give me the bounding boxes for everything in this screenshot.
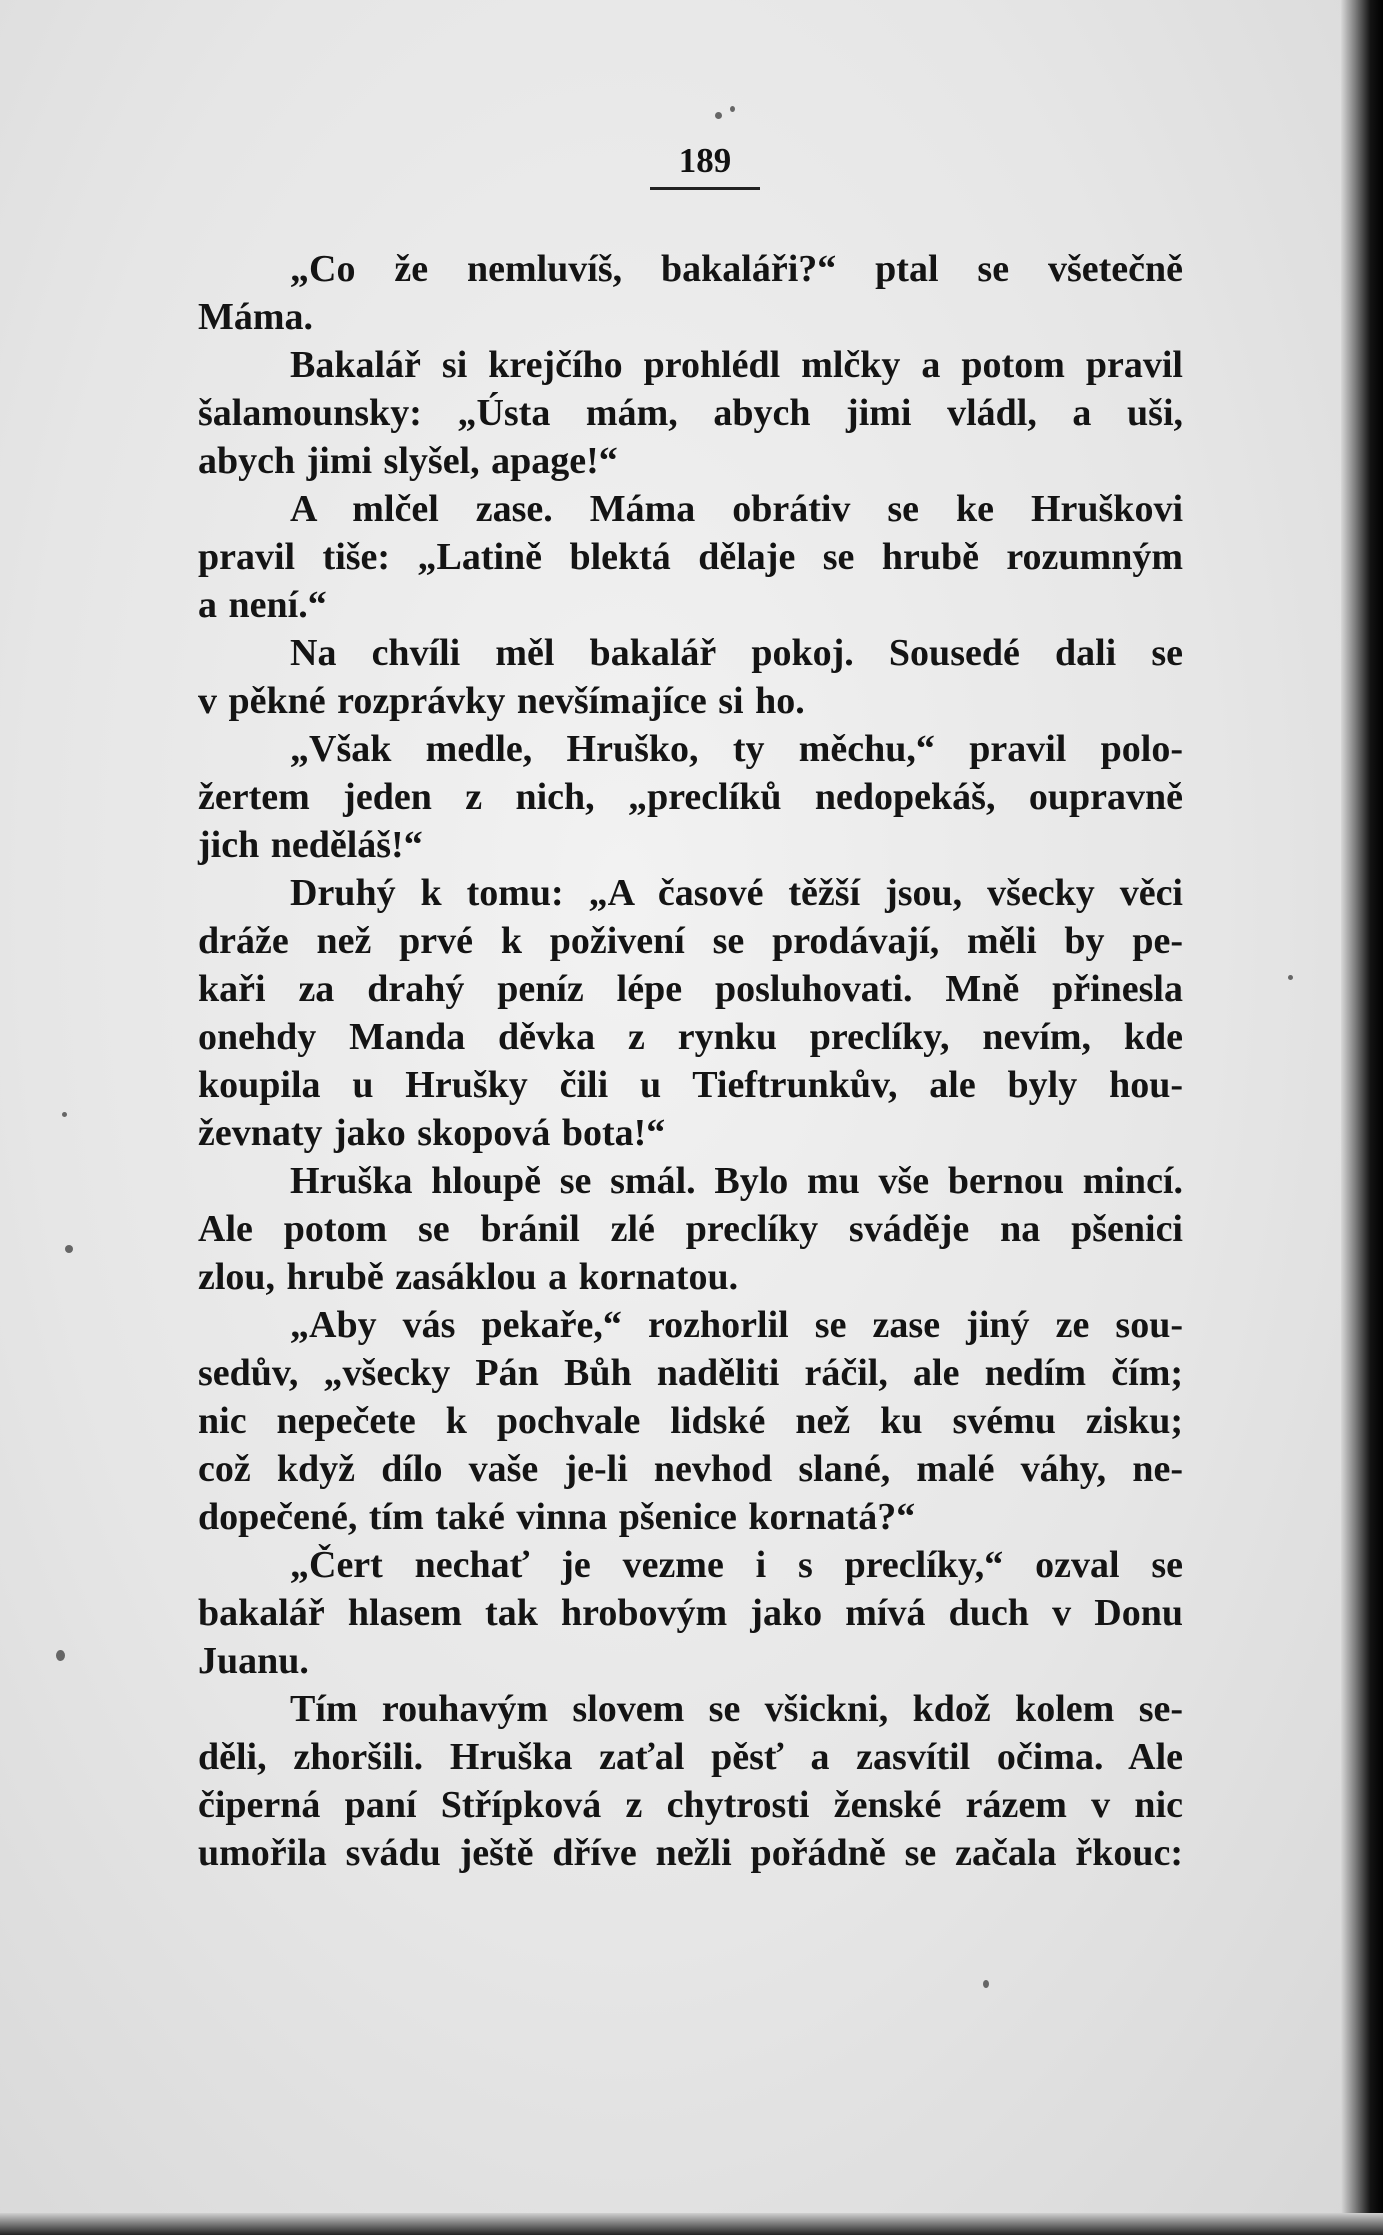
text-line: v pěkné rozprávky nevšímajíce si ho. [198,680,805,722]
text-line: koupila u Hrušky čili u Tieftrunkův, ale byly hou- [198,1064,1183,1106]
text-line: umořila svádu ještě dříve nežli pořádně se začala řkouc: [198,1832,1183,1874]
page-number-rule [650,187,760,190]
text-line: Tím rouhavým slovem se všickni, kdož kolem se- [290,1688,1183,1730]
text-line: sedův, „všecky Pán Bůh naděliti ráčil, ale nedím čím; [198,1352,1183,1394]
text-line: šalamounsky: „Ústa mám, abych jimi vládl, a uši, [198,392,1183,434]
ink-speck [56,1650,65,1661]
text-line: Ale potom se bránil zlé preclíky sváděje na pšenici [198,1208,1183,1250]
text-line: kaři za drahý peníz lépe posluhovati. Mně přinesla [198,968,1183,1010]
ink-speck [1288,975,1293,980]
page-number: 189 [678,141,732,180]
text-line: čiperná paní Střípková z chytrosti ženské rázem v nic [198,1784,1183,1826]
text-line: děli, zhoršili. Hruška zaťal pěsť a zasvítil očima. Ale [198,1736,1183,1778]
text-line: „Co že nemluvíš, bakaláři?“ ptal se všetečně [290,248,1183,290]
text-line: jich neděláš!“ [198,824,423,866]
body-text [198,245,1183,1877]
text-line: Druhý k tomu: „A časové těžší jsou, všecky věci [290,872,1183,914]
text-line: pravil tiše: „Latině blektá dělaje se hrubě rozumným [198,536,1183,578]
ink-speck [730,106,735,112]
scan-right-edge-shadow [1341,0,1383,2235]
text-line: bakalář hlasem tak hrobovým jako mívá duch v Donu [198,1592,1183,1634]
text-line: onehdy Manda děvka z rynku preclíky, nevím, kde [198,1016,1183,1058]
text-line: dopečené, tím také vinna pšenice kornatá?“ [198,1496,916,1538]
text-line: ževnaty jako skopová bota!“ [198,1112,666,1154]
text-line: A mlčel zase. Máma obrátiv se ke Hruškovi [290,488,1183,530]
text-line: „Čert nechať je vezme i s preclíky,“ ozval se [290,1544,1183,1586]
text-line: „Aby vás pekaře,“ rozhorlil se zase jiný ze sou- [290,1304,1183,1346]
ink-speck [62,1112,67,1117]
text-line: což když dílo vaše je-li nevhod slané, malé váhy, ne- [198,1448,1183,1490]
text-line: „Však medle, Hruško, ty měchu,“ pravil polo- [290,728,1183,770]
text-line: Bakalář si krejčího prohlédl mlčky a potom pravil [290,344,1183,386]
ink-speck [65,1245,73,1253]
text-line: nic nepečete k pochvale lidské než ku svému zisku; [198,1400,1183,1442]
text-line: zlou, hrubě zasáklou a kornatou. [198,1256,739,1298]
scan-bottom-edge-shadow [0,2213,1383,2235]
text-line: žertem jeden z nich, „preclíků nedopekáš, oupravně [198,776,1183,818]
text-line: dráže než prvé k poživení se prodávají, měli by pe- [198,920,1183,962]
text-line: Hruška hloupě se smál. Bylo mu vše bernou mincí. [290,1160,1183,1202]
text-line: Na chvíli měl bakalář pokoj. Sousedé dali se [290,632,1183,674]
text-line: abych jimi slyšel, apage!“ [198,440,618,482]
text-line: Juanu. [198,1640,309,1682]
ink-speck [983,1980,989,1988]
text-line: a není.“ [198,584,327,626]
text-line: Máma. [198,296,314,338]
ink-speck [715,112,722,119]
